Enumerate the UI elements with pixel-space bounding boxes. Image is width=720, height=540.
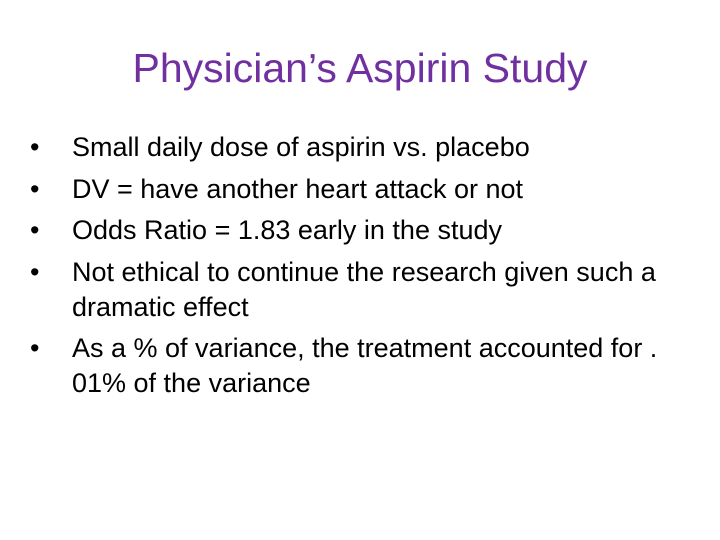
bullet-text: DV = have another heart attack or not bbox=[72, 173, 524, 204]
bullet-text: As a % of variance, the treatment accounted for . 01% of the variance bbox=[72, 332, 658, 398]
bullet-item-4 bbox=[30, 255, 690, 325]
bullet-item-3 bbox=[30, 213, 690, 248]
bullet-icon: • bbox=[30, 215, 40, 245]
bullet-icon: • bbox=[30, 332, 40, 363]
bullet-item-5 bbox=[30, 331, 690, 401]
bullet-item-1 bbox=[30, 130, 690, 165]
bullet-text: Small daily dose of aspirin vs. placebo bbox=[72, 132, 530, 162]
slide-title: Physician’s Aspirin Study bbox=[132, 45, 588, 91]
bullet-icon: • bbox=[30, 256, 40, 287]
bullet-text: Not ethical to continue the research given such a dramatic effect bbox=[72, 256, 656, 322]
bullet-icon: • bbox=[30, 132, 40, 162]
bullet-text: Odds Ratio = 1.83 early in the study bbox=[72, 215, 502, 245]
bullet-icon: • bbox=[30, 173, 40, 204]
bullet-list bbox=[30, 130, 690, 407]
bullet-item-2 bbox=[30, 172, 690, 207]
